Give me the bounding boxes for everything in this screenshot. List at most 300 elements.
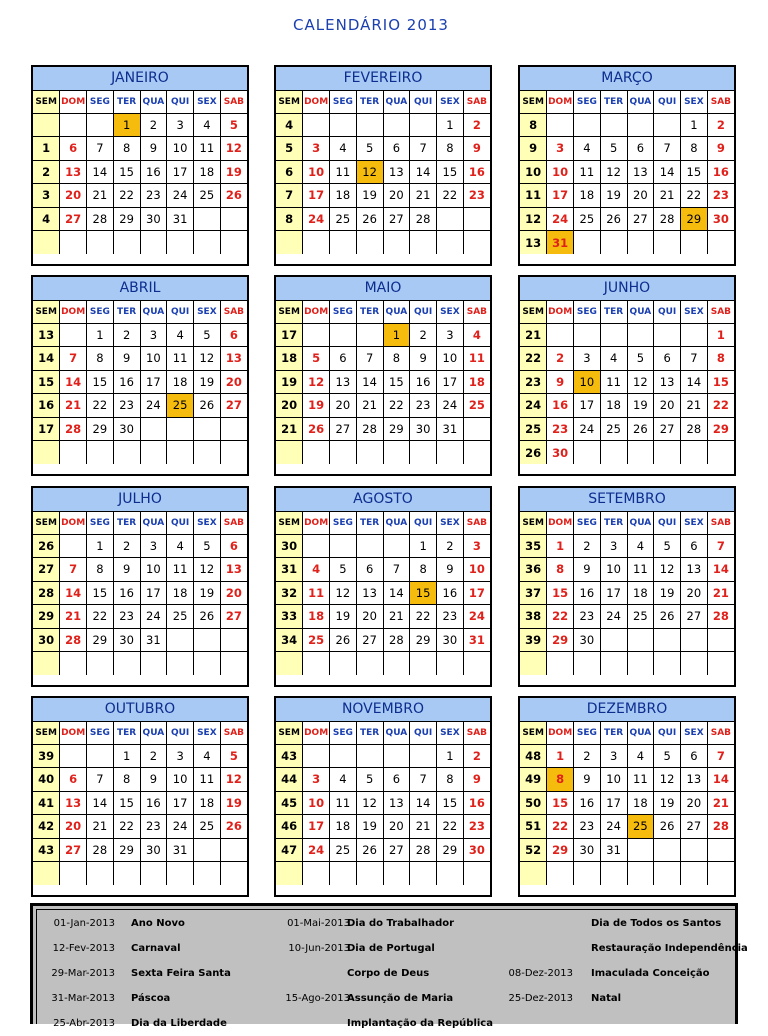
day-cell: 28 [410, 207, 437, 231]
week-row [33, 652, 247, 676]
holiday-date: 01-Jan-2013 [53, 918, 115, 929]
weekday-header: SEG [574, 91, 601, 113]
day-cell: 17 [303, 184, 330, 208]
day-cell: 12 [194, 558, 221, 582]
weekday-header: SEG [330, 301, 357, 323]
day-cell: 11 [167, 558, 194, 582]
day-cell: 27 [627, 207, 654, 231]
week-row [33, 581, 247, 605]
week-row [33, 558, 247, 582]
day-cell [654, 862, 681, 886]
week-number: 6 [276, 160, 303, 184]
day-cell: 23 [463, 815, 490, 839]
day-cell [600, 231, 627, 255]
month-5 [274, 275, 492, 476]
holiday-date: 31-Mar-2013 [51, 993, 115, 1004]
day-cell: 11 [303, 581, 330, 605]
day-cell: 17 [167, 160, 194, 184]
day-cell: 19 [330, 605, 357, 629]
day-cell: 7 [87, 137, 114, 161]
day-cell: 17 [600, 581, 627, 605]
week-number: 43 [33, 838, 60, 862]
day-cell: 27 [654, 417, 681, 441]
day-cell [303, 862, 330, 886]
week-row [33, 768, 247, 792]
weekday-header: QUA [140, 91, 167, 113]
day-cell: 15 [87, 581, 114, 605]
day-cell: 19 [194, 581, 221, 605]
day-cell: 27 [330, 417, 357, 441]
week-number-header: SEM [33, 301, 60, 323]
week-number: 29 [33, 605, 60, 629]
day-cell: 8 [113, 768, 140, 792]
week-number: 28 [33, 581, 60, 605]
week-row [520, 347, 734, 371]
week-number: 42 [33, 815, 60, 839]
day-cell: 21 [60, 605, 87, 629]
day-cell: 12 [220, 137, 247, 161]
day-cell: 18 [463, 370, 490, 394]
week-number: 10 [520, 160, 547, 184]
day-cell: 25 [600, 417, 627, 441]
holiday-date: 29-Mar-2013 [51, 968, 115, 979]
day-cell: 28 [60, 417, 87, 441]
day-cell: 12 [303, 370, 330, 394]
day-cell: 18 [303, 605, 330, 629]
week-number: 40 [33, 768, 60, 792]
day-cell [681, 652, 708, 676]
weekday-header: SEG [87, 512, 114, 534]
weekday-header: SEG [574, 301, 601, 323]
day-cell: 8 [410, 558, 437, 582]
day-cell: 30 [140, 838, 167, 862]
day-cell [330, 862, 357, 886]
day-cell [547, 862, 574, 886]
day-cell: 9 [113, 347, 140, 371]
holiday-name: Dia do Trabalhador [347, 918, 455, 929]
weekday-header: TER [600, 301, 627, 323]
day-cell: 15 [113, 791, 140, 815]
day-cell: 14 [654, 160, 681, 184]
day-cell: 20 [681, 791, 708, 815]
day-cell: 25 [303, 628, 330, 652]
day-cell: 25 [627, 605, 654, 629]
day-cell: 4 [194, 744, 221, 768]
day-cell: 29 [547, 628, 574, 652]
day-cell [681, 323, 708, 347]
day-cell: 23 [574, 815, 601, 839]
day-cell: 21 [654, 184, 681, 208]
day-cell [410, 744, 437, 768]
day-cell: 9 [140, 137, 167, 161]
week-row [33, 160, 247, 184]
week-number [276, 441, 303, 465]
day-cell: 19 [356, 815, 383, 839]
month-1 [31, 65, 249, 266]
day-cell: 15 [437, 791, 464, 815]
day-cell: 25 [194, 184, 221, 208]
day-cell [627, 628, 654, 652]
day-cell: 19 [220, 160, 247, 184]
day-cell: 16 [113, 581, 140, 605]
day-cell: 20 [330, 394, 357, 418]
day-cell: 4 [330, 768, 357, 792]
weekday-header: SAB [463, 301, 490, 323]
day-cell [600, 862, 627, 886]
day-cell: 10 [140, 347, 167, 371]
week-row [520, 652, 734, 676]
week-row [33, 184, 247, 208]
week-number-header: SEM [276, 91, 303, 113]
week-number: 4 [276, 113, 303, 137]
weekday-header: SAB [220, 512, 247, 534]
day-cell [437, 652, 464, 676]
day-cell: 25 [330, 838, 357, 862]
day-cell [627, 838, 654, 862]
day-cell: 11 [627, 558, 654, 582]
day-cell: 4 [330, 137, 357, 161]
weekday-header: DOM [60, 722, 87, 744]
week-row [520, 370, 734, 394]
week-number: 19 [276, 370, 303, 394]
month-name: ABRIL [33, 277, 247, 301]
weekday-header: SAB [220, 301, 247, 323]
day-cell: 21 [60, 394, 87, 418]
day-cell: 6 [220, 534, 247, 558]
week-number: 43 [276, 744, 303, 768]
weekday-header: SEX [437, 301, 464, 323]
week-number [276, 862, 303, 886]
day-cell: 9 [574, 558, 601, 582]
day-cell [681, 441, 708, 465]
month-6 [518, 275, 736, 476]
day-cell: 11 [194, 768, 221, 792]
weekday-header: SEX [194, 512, 221, 534]
day-cell: 17 [600, 791, 627, 815]
day-cell: 19 [356, 184, 383, 208]
day-cell [194, 862, 221, 886]
day-cell: 18 [627, 581, 654, 605]
day-cell: 7 [707, 744, 734, 768]
day-cell: 16 [463, 791, 490, 815]
day-cell [60, 231, 87, 255]
week-row [276, 370, 490, 394]
week-number-header: SEM [520, 301, 547, 323]
day-cell: 21 [707, 791, 734, 815]
calendar-title: CALENDÁRIO 2013 [293, 16, 449, 34]
holiday-row [37, 986, 735, 1011]
day-cell: 3 [600, 534, 627, 558]
week-row [276, 838, 490, 862]
week-number-header: SEM [33, 91, 60, 113]
holiday-name: Dia da Liberdade [131, 1018, 227, 1029]
week-number [33, 652, 60, 676]
day-cell: 15 [113, 160, 140, 184]
day-cell: 11 [627, 768, 654, 792]
day-cell: 29 [87, 417, 114, 441]
day-cell: 10 [600, 558, 627, 582]
day-cell: 7 [410, 137, 437, 161]
day-cell [463, 862, 490, 886]
week-number: 49 [520, 768, 547, 792]
day-cell: 18 [194, 791, 221, 815]
day-cell: 3 [167, 113, 194, 137]
day-cell: 24 [140, 605, 167, 629]
week-row [520, 113, 734, 137]
day-cell [303, 744, 330, 768]
week-number-header: SEM [33, 512, 60, 534]
day-cell: 17 [463, 581, 490, 605]
day-cell [707, 628, 734, 652]
day-cell: 1 [410, 534, 437, 558]
week-row [33, 347, 247, 371]
weekday-header: SAB [463, 512, 490, 534]
day-cell [383, 744, 410, 768]
week-row [276, 184, 490, 208]
week-number-header: SEM [276, 512, 303, 534]
day-cell: 13 [654, 370, 681, 394]
day-cell: 24 [303, 838, 330, 862]
week-row [33, 628, 247, 652]
day-cell: 1 [113, 744, 140, 768]
month-name: JULHO [33, 488, 247, 512]
day-cell: 25 [167, 605, 194, 629]
holiday-row [37, 961, 735, 986]
week-number: 21 [276, 417, 303, 441]
day-cell: 26 [220, 815, 247, 839]
month-4 [31, 275, 249, 476]
day-cell: 2 [707, 113, 734, 137]
day-cell: 11 [194, 137, 221, 161]
day-cell: 5 [220, 113, 247, 137]
day-cell: 27 [220, 394, 247, 418]
day-cell: 11 [167, 347, 194, 371]
day-cell: 22 [410, 605, 437, 629]
day-cell: 8 [87, 558, 114, 582]
day-cell: 28 [707, 815, 734, 839]
week-number-header: SEM [33, 722, 60, 744]
day-cell: 7 [356, 347, 383, 371]
week-number: 2 [33, 160, 60, 184]
day-cell: 18 [627, 791, 654, 815]
weekday-header: QUI [410, 91, 437, 113]
day-cell [140, 441, 167, 465]
day-cell [220, 207, 247, 231]
day-cell: 27 [220, 605, 247, 629]
weekday-header: SEX [437, 91, 464, 113]
day-cell: 9 [113, 558, 140, 582]
day-cell: 27 [681, 605, 708, 629]
day-cell: 16 [707, 160, 734, 184]
day-cell: 22 [681, 184, 708, 208]
week-row [276, 581, 490, 605]
day-cell: 9 [463, 137, 490, 161]
day-cell: 23 [707, 184, 734, 208]
day-cell [356, 323, 383, 347]
week-row [276, 323, 490, 347]
day-cell: 19 [654, 791, 681, 815]
week-number [33, 862, 60, 886]
weekday-header: QUI [410, 301, 437, 323]
day-cell [356, 744, 383, 768]
day-cell: 22 [437, 184, 464, 208]
day-cell: 18 [574, 184, 601, 208]
day-cell: 1 [383, 323, 410, 347]
day-cell: 23 [140, 815, 167, 839]
holiday-name: Dia de Todos os Santos [591, 918, 722, 929]
day-cell [383, 113, 410, 137]
day-cell: 4 [303, 558, 330, 582]
week-number: 17 [33, 417, 60, 441]
day-cell: 26 [356, 838, 383, 862]
week-number: 8 [276, 207, 303, 231]
day-cell [600, 441, 627, 465]
week-number: 9 [520, 137, 547, 161]
month-name: OUTUBRO [33, 698, 247, 722]
day-cell [330, 652, 357, 676]
day-cell: 21 [410, 184, 437, 208]
day-cell [410, 862, 437, 886]
day-cell: 8 [707, 347, 734, 371]
weekday-header: DOM [547, 91, 574, 113]
day-cell: 27 [60, 207, 87, 231]
day-cell: 25 [627, 815, 654, 839]
week-number: 31 [276, 558, 303, 582]
month-name: SETEMBRO [520, 488, 734, 512]
day-cell: 29 [383, 417, 410, 441]
week-number: 5 [276, 137, 303, 161]
day-cell: 6 [220, 323, 247, 347]
day-cell: 10 [600, 768, 627, 792]
day-cell: 14 [410, 160, 437, 184]
day-cell: 18 [194, 160, 221, 184]
holiday-name: Implantação da República [347, 1018, 493, 1029]
week-number: 33 [276, 605, 303, 629]
week-number [33, 231, 60, 255]
week-row [276, 137, 490, 161]
day-cell: 17 [547, 184, 574, 208]
day-cell: 27 [383, 207, 410, 231]
day-cell: 30 [113, 417, 140, 441]
week-row [33, 838, 247, 862]
day-cell [194, 652, 221, 676]
weekday-header: TER [600, 722, 627, 744]
weekday-header: SEG [87, 722, 114, 744]
weekday-header: QUI [654, 91, 681, 113]
week-number: 30 [33, 628, 60, 652]
day-cell [356, 231, 383, 255]
day-cell: 2 [463, 744, 490, 768]
day-cell [356, 441, 383, 465]
day-cell: 26 [654, 605, 681, 629]
day-cell [167, 652, 194, 676]
day-cell [330, 744, 357, 768]
day-cell: 4 [627, 534, 654, 558]
day-cell [60, 113, 87, 137]
day-cell: 28 [707, 605, 734, 629]
weekday-header: SEG [330, 722, 357, 744]
day-cell: 26 [220, 184, 247, 208]
week-row [33, 394, 247, 418]
day-cell: 14 [681, 370, 708, 394]
week-number: 4 [33, 207, 60, 231]
day-cell: 26 [194, 605, 221, 629]
day-cell [140, 862, 167, 886]
day-cell: 13 [60, 160, 87, 184]
day-cell: 10 [547, 160, 574, 184]
day-cell [220, 441, 247, 465]
day-cell [627, 323, 654, 347]
day-cell: 22 [87, 605, 114, 629]
day-cell: 6 [330, 347, 357, 371]
day-cell: 29 [410, 628, 437, 652]
day-cell: 28 [681, 417, 708, 441]
week-number [520, 652, 547, 676]
weekday-header: QUI [654, 722, 681, 744]
day-cell: 7 [410, 768, 437, 792]
day-cell: 9 [437, 558, 464, 582]
week-row [520, 628, 734, 652]
day-cell: 17 [437, 370, 464, 394]
day-cell [194, 207, 221, 231]
month-name: JUNHO [520, 277, 734, 301]
week-row [33, 113, 247, 137]
holiday-date: 25-Abr-2013 [53, 1018, 115, 1029]
day-cell [437, 231, 464, 255]
week-row [276, 441, 490, 465]
day-cell: 12 [627, 370, 654, 394]
day-cell: 3 [167, 744, 194, 768]
day-cell: 8 [547, 558, 574, 582]
day-cell: 10 [303, 791, 330, 815]
day-cell: 15 [547, 581, 574, 605]
week-row [33, 744, 247, 768]
day-cell: 10 [463, 558, 490, 582]
holiday-name: Páscoa [131, 993, 171, 1004]
day-cell: 13 [681, 558, 708, 582]
day-cell: 28 [356, 417, 383, 441]
day-cell [437, 862, 464, 886]
week-number [276, 652, 303, 676]
week-row [520, 231, 734, 255]
holiday-date: 15-Ago-2013 [285, 993, 350, 1004]
weekday-header: DOM [303, 91, 330, 113]
day-cell: 25 [194, 815, 221, 839]
day-cell: 30 [437, 628, 464, 652]
day-cell: 13 [627, 160, 654, 184]
weekday-header: QUA [627, 91, 654, 113]
day-cell [303, 441, 330, 465]
day-cell: 23 [113, 605, 140, 629]
day-cell: 1 [681, 113, 708, 137]
day-cell: 5 [220, 744, 247, 768]
day-cell: 31 [167, 207, 194, 231]
day-cell: 21 [87, 815, 114, 839]
day-cell: 5 [600, 137, 627, 161]
day-cell: 6 [681, 744, 708, 768]
day-cell: 26 [356, 207, 383, 231]
day-cell: 24 [167, 815, 194, 839]
day-cell: 14 [60, 370, 87, 394]
day-cell: 5 [356, 137, 383, 161]
day-cell: 2 [140, 744, 167, 768]
week-row [520, 791, 734, 815]
week-row [520, 558, 734, 582]
day-cell: 24 [437, 394, 464, 418]
day-cell: 11 [330, 791, 357, 815]
week-number: 14 [33, 347, 60, 371]
day-cell: 26 [194, 394, 221, 418]
